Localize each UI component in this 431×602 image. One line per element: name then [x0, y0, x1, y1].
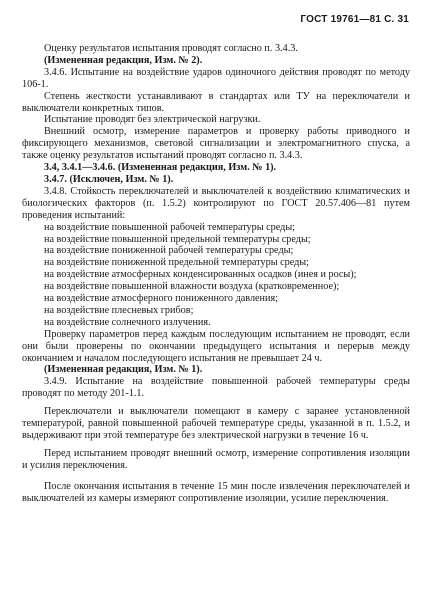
amendment-note: (Измененная редакция, Изм. № 2). [44, 54, 203, 66]
paragraph: После окончания испытания в течение 15 мин после извлечения переключателей и выключателей из камеры измеряют сопротивление изоляции, усилие переключения. [22, 480, 410, 504]
paragraph: 3.4.6. Испытание на воздействие ударов одиночного действия проводят по методу 106-1. [22, 66, 410, 90]
list-item: на воздействие атмосферных конденсированных осадков (инея и росы); [44, 269, 357, 281]
paragraph: Испытание проводят без электрической нагрузки. [44, 114, 261, 126]
amendment-note: (Измененная редакция, Изм. № 1). [44, 364, 203, 376]
paragraph: Степень жесткости устанавливают в стандартах или ТУ на переключатели и выключатели конкретных типов. [22, 90, 410, 114]
list-item: на воздействие повышенной предельной температуры среды; [44, 233, 311, 245]
paragraph: Проверку параметров перед каждым последующим испытанием не проводят, если они были проверены по окончании предыдущего испытания и перерыв между окончанием и началом последующего испытания не превышает 24 ч. [22, 328, 410, 364]
amendment-note: 3.4.7. (Исключен, Изм. № 1). [44, 173, 174, 185]
document-body [22, 43, 410, 505]
paragraph: 3.4.8. Стойкость переключателей и выключателей к воздействию климатических и биологических факторов (п. 1.5.2) контролируют по ГОСТ 20.57.406—81 путем проведения испытаний: [22, 185, 410, 221]
list-item: на воздействие солнечного излучения. [44, 316, 211, 328]
paragraph: Оценку результатов испытания проводят согласно п. 3.4.3. [44, 43, 298, 54]
paragraph: Переключатели и выключатели помещают в камеру с заранее установленной температурой, равной повышенной рабочей температуре среды, указанной в п. 1.5.2, и выдерживают при этой температуре без электрической нагрузки в течение 16 ч. [22, 406, 410, 441]
amendment-note: 3.4, 3.4.1—3.4.6. (Измененная редакция, Изм. № 1). [44, 162, 277, 174]
paragraph: Внешний осмотр, измерение параметров и проверку работы приводного и фиксирующего механизмов, световой сигнализации и электромагнитного спуска, а также оценку результатов испытаний проводят согласно п. 3.4.3. [22, 126, 410, 162]
page-header: ГОСТ 19761—81 С. 31 [300, 14, 409, 25]
list-item: на воздействие атмосферного пониженного давления; [44, 293, 278, 305]
list-item: на воздействие повышенной рабочей температуры среды; [44, 221, 295, 233]
list-item: на воздействие плесневых грибов; [44, 304, 194, 316]
list-item: на воздействие пониженной рабочей температуры среды; [44, 245, 294, 257]
paragraph: 3.4.9. Испытание на воздействие повышенной рабочей температуры среды проводят по методу 201-1.1. [22, 376, 410, 400]
paragraph: Перед испытанием проводят внешний осмотр, измерение сопротивления изоляции и усилия переключения. [22, 447, 410, 471]
list-item: на воздействие пониженной предельной температуры среды; [44, 257, 309, 269]
list-item: на воздействие повышенной влажности воздуха (кратковременное); [44, 281, 340, 293]
